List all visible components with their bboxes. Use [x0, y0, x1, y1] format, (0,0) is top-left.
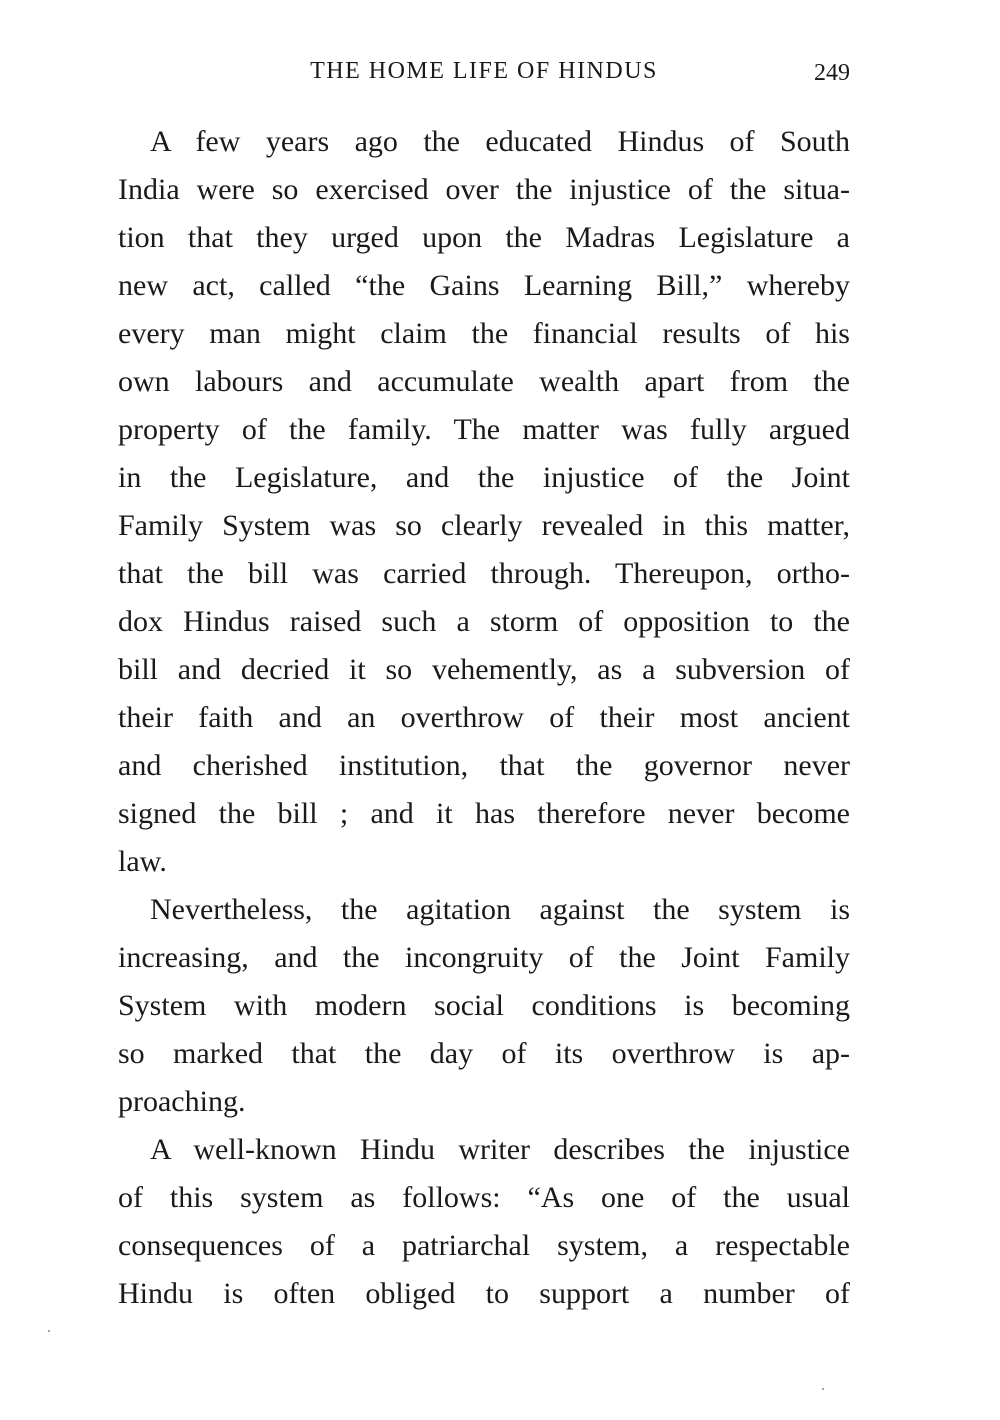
text-line: India were so exercised over the injustice of the situa-: [118, 173, 850, 206]
text-line: Family System was so clearly revealed in this matter,: [118, 509, 850, 542]
page-number: 249: [814, 60, 850, 86]
text-line: proaching.: [118, 1085, 246, 1118]
text-line: of this system as follows: “As one of the usual: [118, 1181, 850, 1214]
paper-speck: [822, 1388, 824, 1390]
text-line: so marked that the day of its overthrow is ap-: [118, 1037, 850, 1070]
text-line: signed the bill ; and it has therefore never become: [118, 797, 850, 830]
text-line: that the bill was carried through. Thereupon, ortho-: [118, 557, 850, 590]
text-line: law.: [118, 845, 167, 878]
text-line: Nevertheless, the agitation against the system is: [150, 893, 850, 926]
text-line: A well-known Hindu writer describes the injustice: [150, 1133, 850, 1166]
running-head: [118, 58, 850, 98]
running-title: THE HOME LIFE OF HINDUS: [310, 58, 658, 84]
text-line: own labours and accumulate wealth apart from the: [118, 365, 850, 398]
text-line: bill and decried it so vehemently, as a subversion of: [118, 653, 850, 686]
text-line: A few years ago the educated Hindus of South: [150, 125, 850, 158]
body-text: [118, 118, 850, 1318]
text-line: consequences of a patriarchal system, a respectable: [118, 1229, 850, 1262]
text-line: System with modern social conditions is becoming: [118, 989, 850, 1022]
text-line: new act, called “the Gains Learning Bill,” whereby: [118, 269, 850, 302]
text-line: in the Legislature, and the injustice of the Joint: [118, 461, 850, 494]
text-line: increasing, and the incongruity of the Joint Family: [118, 941, 850, 974]
paper-speck: [48, 1330, 50, 1332]
text-line: and cherished institution, that the governor never: [118, 749, 850, 782]
text-line: their faith and an overthrow of their most ancient: [118, 701, 850, 734]
text-line: tion that they urged upon the Madras Legislature a: [118, 221, 850, 254]
text-line: property of the family. The matter was fully argued: [118, 413, 850, 446]
text-line: every man might claim the financial results of his: [118, 317, 850, 350]
text-line: dox Hindus raised such a storm of opposition to the: [118, 605, 850, 638]
text-line: Hindu is often obliged to support a number of: [118, 1277, 850, 1310]
